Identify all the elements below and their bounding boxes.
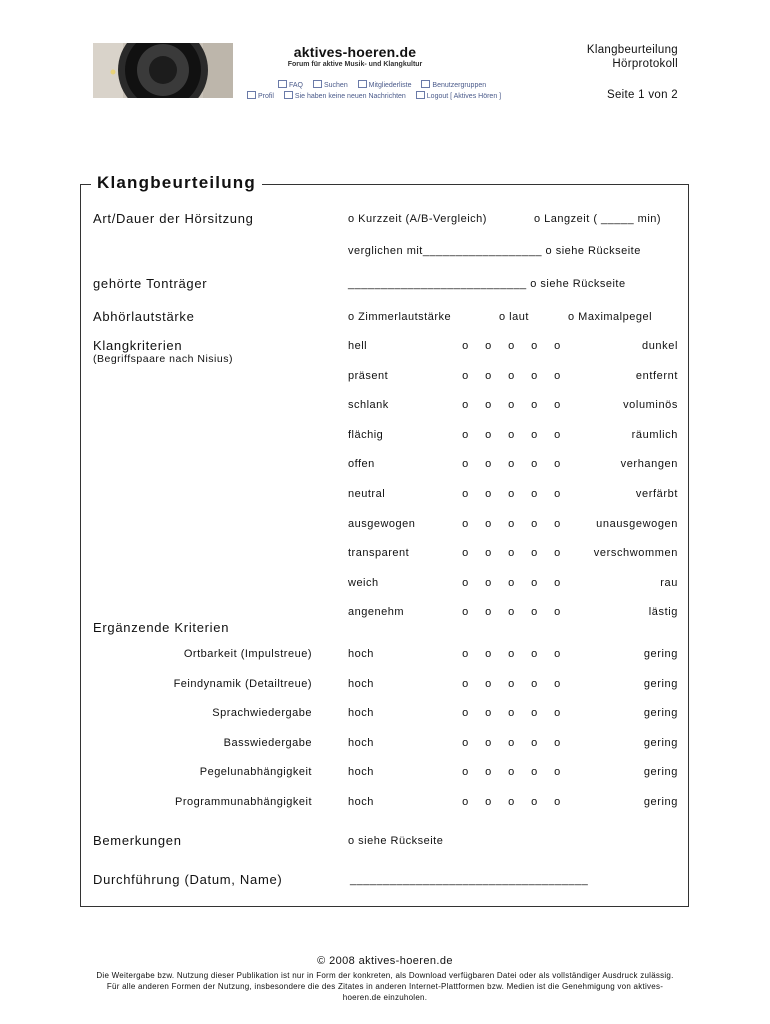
rating-option[interactable]: o bbox=[508, 488, 515, 500]
rating-option[interactable]: o bbox=[462, 369, 469, 382]
rating-option[interactable]: o bbox=[531, 488, 538, 500]
criterion-left-term: hell bbox=[348, 340, 368, 352]
bemerkungen-option[interactable]: o siehe Rückseite bbox=[348, 835, 444, 847]
rating-option[interactable]: o bbox=[508, 606, 515, 619]
criterion-left-term: offen bbox=[348, 458, 375, 471]
rating-option[interactable]: o bbox=[462, 576, 469, 589]
criterion-right-term: verhangen bbox=[620, 458, 678, 471]
rating-option[interactable]: o bbox=[531, 707, 538, 720]
rating-option[interactable]: o bbox=[508, 796, 515, 808]
rating-option[interactable]: o bbox=[554, 517, 561, 530]
rating-option[interactable]: o bbox=[508, 677, 515, 690]
nav-messages[interactable]: Sie haben keine neuen Nachrichten bbox=[284, 93, 406, 100]
rating-option[interactable]: o bbox=[508, 766, 515, 779]
criterion-left-term: hoch bbox=[348, 796, 374, 808]
maximalpegel-option[interactable]: o Maximalpegel bbox=[568, 311, 653, 323]
criterion-left-term: hoch bbox=[348, 648, 374, 660]
klangkriterien-sublabel: (Begriffspaare nach Nisius) bbox=[93, 353, 233, 365]
nav-profile[interactable]: Profil bbox=[247, 93, 274, 100]
criterion-right-term: verschwommen bbox=[593, 547, 678, 560]
criterion-right-term: gering bbox=[643, 736, 678, 749]
nav-logout[interactable]: Logout [ Aktives Hören ] bbox=[416, 93, 501, 100]
rating-option[interactable]: o bbox=[531, 766, 538, 779]
ergaenzend-label: Ergänzende Kriterien bbox=[93, 620, 230, 635]
criterion-right-term: gering bbox=[643, 677, 678, 690]
rating-option[interactable]: o bbox=[485, 547, 492, 560]
rating-option[interactable]: o bbox=[508, 576, 515, 589]
rating-option[interactable]: o bbox=[554, 576, 561, 589]
rating-option[interactable]: o bbox=[554, 766, 561, 779]
nav-faq[interactable]: FAQ bbox=[278, 82, 303, 89]
rating-option[interactable]: o bbox=[462, 458, 469, 471]
criterion-right-term: rau bbox=[660, 576, 678, 589]
rating-option[interactable]: o bbox=[531, 648, 538, 660]
rating-option[interactable]: o bbox=[462, 736, 469, 749]
rating-option[interactable]: o bbox=[531, 606, 538, 619]
rating-option[interactable]: o bbox=[531, 547, 538, 560]
zimmerlautstaerke-option[interactable]: o Zimmerlautstärke bbox=[348, 311, 452, 323]
doc-title: Klangbeurteilung bbox=[586, 44, 678, 56]
durchfuehrung-label: Durchführung (Datum, Name) bbox=[93, 872, 283, 887]
criterion-left-term: hoch bbox=[348, 736, 374, 749]
rating-option[interactable]: o bbox=[531, 369, 538, 382]
messages-icon bbox=[284, 91, 293, 99]
site-title: aktives-hoeren.de bbox=[293, 44, 417, 60]
footer-copyright: © 2008 aktives-hoeren.de bbox=[317, 955, 453, 967]
speaker-logo bbox=[93, 43, 233, 98]
rating-option[interactable]: o bbox=[554, 399, 561, 412]
laut-option[interactable]: o laut bbox=[499, 311, 529, 323]
rating-option[interactable]: o bbox=[462, 766, 469, 779]
rating-option[interactable]: o bbox=[508, 458, 515, 471]
criterion-right-term: lästig bbox=[648, 606, 678, 619]
rating-option[interactable]: o bbox=[554, 488, 561, 500]
criterion-right-term: gering bbox=[643, 766, 678, 779]
klangkriterien-label: Klangkriterien bbox=[93, 338, 183, 353]
rating-option[interactable]: o bbox=[462, 340, 469, 352]
rating-option[interactable]: o bbox=[485, 458, 492, 471]
criterion-name: Ortbarkeit (Impulstreue) bbox=[183, 648, 312, 660]
rating-option[interactable]: o bbox=[508, 648, 515, 660]
criterion-name: Pegelunabhängigkeit bbox=[199, 766, 312, 779]
criterion-right-term: gering bbox=[643, 796, 678, 808]
criterion-left-term: neutral bbox=[348, 488, 386, 500]
rating-option[interactable]: o bbox=[554, 428, 561, 441]
criterion-right-term: entfernt bbox=[635, 369, 678, 382]
criterion-name: Feindynamik (Detailtreue) bbox=[173, 677, 312, 690]
rating-option[interactable]: o bbox=[554, 677, 561, 690]
rating-option[interactable]: o bbox=[554, 369, 561, 382]
faq-icon bbox=[278, 80, 287, 88]
rating-option[interactable]: o bbox=[508, 736, 515, 749]
rating-option[interactable]: o bbox=[462, 428, 469, 441]
rating-option[interactable]: o bbox=[462, 648, 469, 660]
profile-icon bbox=[247, 91, 256, 99]
nav-members[interactable]: Mitgliederliste bbox=[358, 82, 412, 89]
rating-option[interactable]: o bbox=[485, 796, 492, 808]
rating-option[interactable]: o bbox=[462, 399, 469, 412]
nav-search[interactable]: Suchen bbox=[313, 82, 348, 89]
rating-option[interactable]: o bbox=[554, 736, 561, 749]
rating-option[interactable]: o bbox=[508, 369, 515, 382]
rating-option[interactable]: o bbox=[531, 340, 538, 352]
rating-option[interactable]: o bbox=[554, 547, 561, 560]
rating-option[interactable]: o bbox=[485, 648, 492, 660]
rating-option[interactable]: o bbox=[554, 707, 561, 720]
rating-option[interactable]: o bbox=[462, 547, 469, 560]
rating-option[interactable]: o bbox=[485, 488, 492, 500]
groups-icon bbox=[421, 80, 430, 88]
criterion-left-term: hoch bbox=[348, 766, 374, 779]
rating-option[interactable]: o bbox=[485, 369, 492, 382]
rating-option[interactable]: o bbox=[485, 736, 492, 749]
rating-option[interactable]: o bbox=[508, 547, 515, 560]
criterion-right-term: voluminös bbox=[623, 399, 678, 412]
rating-option[interactable]: o bbox=[531, 576, 538, 589]
forum-nav-row2 bbox=[247, 91, 509, 100]
criterion-left-term: hoch bbox=[348, 677, 374, 690]
lautstaerke-label: Abhörlautstärke bbox=[93, 309, 195, 324]
rating-option[interactable]: o bbox=[508, 517, 515, 530]
kurzzeit-option[interactable]: o Kurzzeit (A/B-Vergleich) bbox=[348, 213, 487, 225]
criterion-right-term: verfärbt bbox=[635, 488, 678, 500]
criterion-left-term: hoch bbox=[348, 707, 374, 720]
rating-option[interactable]: o bbox=[531, 428, 538, 441]
rating-option[interactable]: o bbox=[531, 458, 538, 471]
rating-option[interactable]: o bbox=[554, 796, 561, 808]
criterion-right-term: unausgewogen bbox=[596, 517, 678, 530]
rating-option[interactable]: o bbox=[531, 399, 538, 412]
rating-option[interactable]: o bbox=[485, 707, 492, 720]
rating-option[interactable]: o bbox=[508, 707, 515, 720]
footer-notice: Die Weitergabe bzw. Nutzung dieser Publikation ist nur in Form der konkreten, als Download verfügbaren Datei oder als vollständiger Ausdruck zulässig. Für alle anderen Formen der Nutzung, insbesondere die des Zitates in anderen Internet-Plattformen bzw. Medien ist die Genehmigung von aktives-hoeren.de einzuholen. bbox=[96, 971, 674, 1002]
criterion-left-term: flächig bbox=[348, 428, 384, 441]
bemerkungen-label: Bemerkungen bbox=[93, 833, 182, 848]
durchfuehrung-field[interactable]: ____________________________________ bbox=[350, 874, 589, 886]
rating-option[interactable]: o bbox=[554, 458, 561, 471]
rating-option[interactable]: o bbox=[485, 576, 492, 589]
rating-option[interactable]: o bbox=[554, 606, 561, 619]
criterion-left-term: transparent bbox=[348, 547, 410, 560]
criterion-left-term: angenehm bbox=[348, 606, 404, 619]
rating-option[interactable]: o bbox=[485, 399, 492, 412]
logout-icon bbox=[416, 91, 425, 99]
rating-option[interactable]: o bbox=[462, 488, 469, 500]
rating-option[interactable]: o bbox=[462, 517, 469, 530]
rating-option[interactable]: o bbox=[462, 606, 469, 619]
criterion-name: Sprachwiedergabe bbox=[212, 707, 312, 720]
criterion-left-term: ausgewogen bbox=[348, 517, 416, 530]
rating-option[interactable]: o bbox=[462, 677, 469, 690]
site-subtitle: Forum für aktive Musik- und Klangkultur bbox=[287, 61, 423, 68]
forum-nav-row1 bbox=[278, 80, 494, 89]
rating-option[interactable]: o bbox=[485, 340, 492, 352]
rating-option[interactable]: o bbox=[531, 517, 538, 530]
form-legend: Klangbeurteilung bbox=[91, 173, 262, 193]
langzeit-option[interactable]: o Langzeit ( _____ min) bbox=[534, 213, 662, 225]
criterion-left-term: präsent bbox=[348, 369, 389, 382]
rating-option[interactable]: o bbox=[485, 606, 492, 619]
tontraeger-label: gehörte Tonträger bbox=[93, 276, 208, 291]
members-icon bbox=[358, 80, 367, 88]
page-number: Seite 1 von 2 bbox=[606, 89, 678, 101]
search-icon bbox=[313, 80, 322, 88]
rating-option[interactable]: o bbox=[485, 517, 492, 530]
rating-option[interactable]: o bbox=[462, 707, 469, 720]
doc-subtitle: Hörprotokoll bbox=[612, 58, 678, 70]
criterion-right-term: gering bbox=[643, 648, 678, 660]
criterion-left-term: weich bbox=[348, 576, 379, 589]
rating-option[interactable]: o bbox=[531, 736, 538, 749]
nav-groups[interactable]: Benutzergruppen bbox=[421, 82, 486, 89]
criterion-right-term: gering bbox=[643, 707, 678, 720]
rating-option[interactable]: o bbox=[485, 428, 492, 441]
art-dauer-label: Art/Dauer der Hörsitzung bbox=[93, 211, 254, 226]
rating-option[interactable]: o bbox=[531, 796, 538, 808]
rating-option[interactable]: o bbox=[554, 340, 561, 352]
rating-option[interactable]: o bbox=[508, 428, 515, 441]
rating-option[interactable]: o bbox=[508, 340, 515, 352]
verglichen-field[interactable]: verglichen mit__________________ o siehe Rückseite bbox=[348, 245, 641, 257]
rating-option[interactable]: o bbox=[554, 648, 561, 660]
criterion-right-term: dunkel bbox=[641, 340, 678, 352]
rating-option[interactable]: o bbox=[531, 677, 538, 690]
rating-option[interactable]: o bbox=[462, 796, 469, 808]
criterion-right-term: räumlich bbox=[631, 428, 678, 441]
rating-option[interactable]: o bbox=[485, 766, 492, 779]
rating-option[interactable]: o bbox=[485, 677, 492, 690]
tontraeger-field[interactable]: ___________________________ o siehe Rückseite bbox=[348, 278, 626, 290]
rating-option[interactable]: o bbox=[508, 399, 515, 412]
criterion-name: Basswiedergabe bbox=[223, 736, 312, 749]
criterion-left-term: schlank bbox=[348, 399, 389, 412]
criterion-name: Programmunabhängigkeit bbox=[175, 796, 312, 808]
